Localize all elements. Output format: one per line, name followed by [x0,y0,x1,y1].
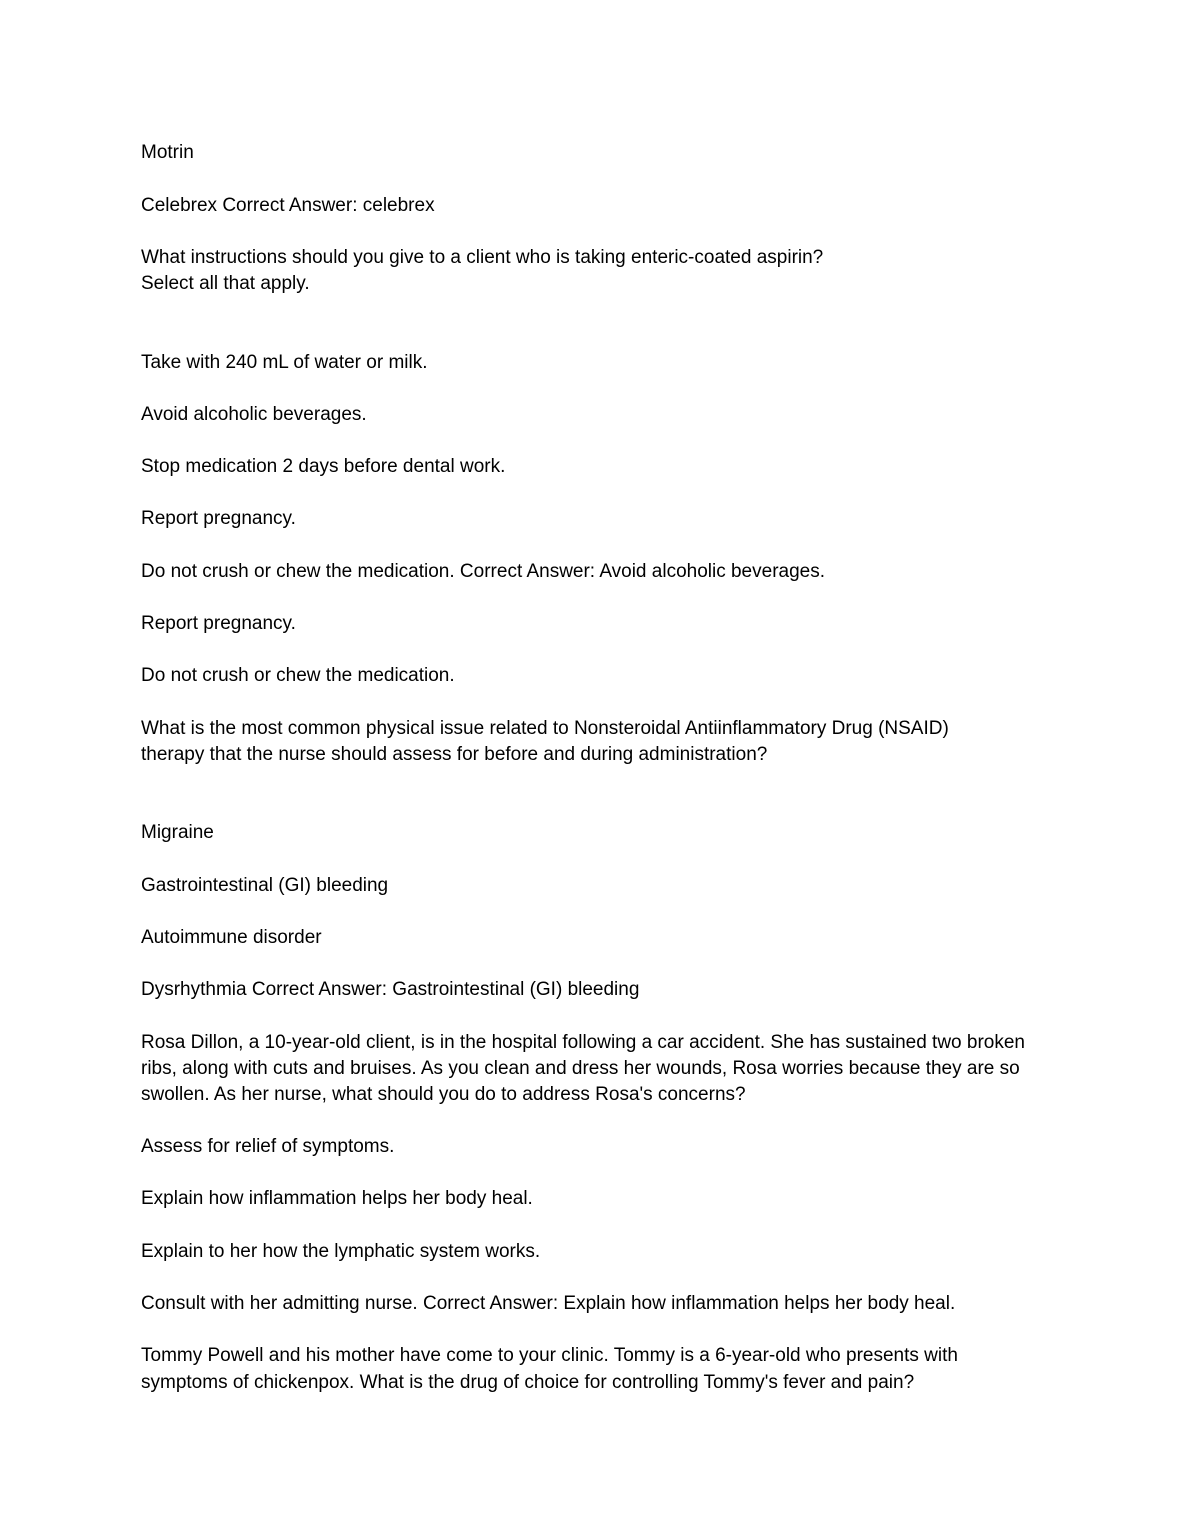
answer-option: Assess for relief of symptoms. [141,1136,395,1157]
answer-option: Explain to her how the lymphatic system works. [141,1241,541,1262]
answer-option: Gastrointestinal (GI) bleeding [141,875,389,896]
answer-option: Report pregnancy. [141,613,296,634]
text-line: Motrin [141,142,194,163]
question-line: Select all that apply. [141,273,310,294]
question-line: swollen. As her nurse, what should you do to address Rosa's concerns? [141,1084,746,1105]
text-line: Celebrex Correct Answer: celebrex [141,195,435,216]
answer-option: Do not crush or chew the medication. [141,665,455,686]
answer-option: Migraine [141,822,214,843]
question-line: therapy that the nurse should assess for before and during administration? [141,744,768,765]
answer-option: Report pregnancy. [141,508,296,529]
answer-option: Avoid alcoholic beverages. [141,404,367,425]
answer-option: Explain how inflammation helps her body heal. [141,1188,533,1209]
answer-option: Stop medication 2 days before dental work. [141,456,506,477]
answer-option: Do not crush or chew the medication. Correct Answer: Avoid alcoholic beverages. [141,561,825,582]
question-line: What instructions should you give to a client who is taking enteric-coated aspirin? [141,247,824,268]
answer-option: Autoimmune disorder [141,927,322,948]
question-line: Tommy Powell and his mother have come to your clinic. Tommy is a 6-year-old who presents with [141,1345,958,1366]
question-line: Rosa Dillon, a 10-year-old client, is in the hospital following a car accident. She has sustained two broken [141,1032,1025,1053]
question-line: What is the most common physical issue related to Nonsteroidal Antiinflammatory Drug (NSAID) [141,718,949,739]
question-line: ribs, along with cuts and bruises. As you clean and dress her wounds, Rosa worries because they are so [141,1058,1020,1079]
answer-option: Consult with her admitting nurse. Correct Answer: Explain how inflammation helps her body heal. [141,1293,956,1314]
question-line: symptoms of chickenpox. What is the drug of choice for controlling Tommy's fever and pain? [141,1372,915,1393]
answer-option: Take with 240 mL of water or milk. [141,352,428,373]
answer-option: Dysrhythmia Correct Answer: Gastrointestinal (GI) bleeding [141,979,640,1000]
